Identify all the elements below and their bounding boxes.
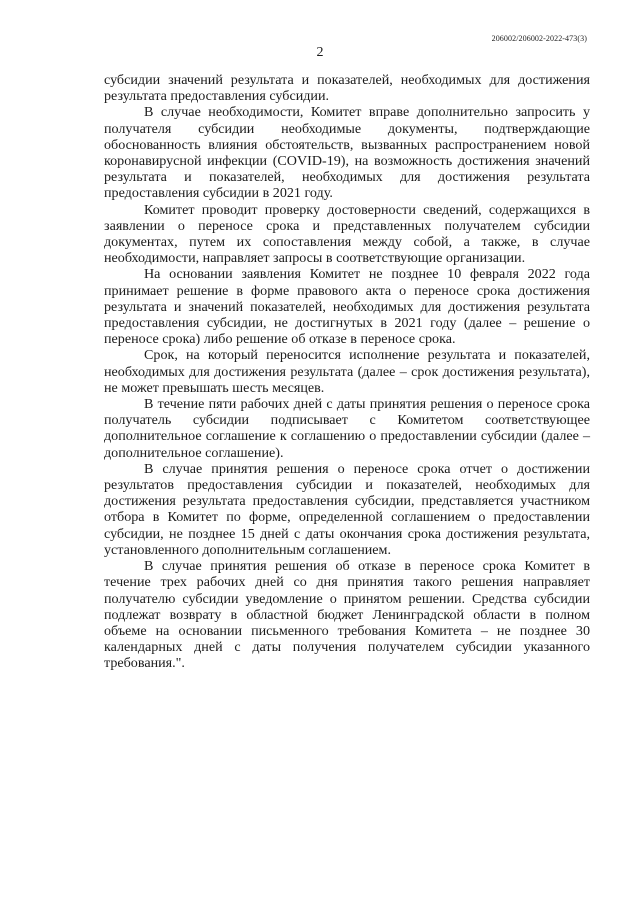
paragraph-report: В случае принятия решения о переносе срока отчет о достижении результатов предоставления субсидии и показателей, необходимых для достижения результата предоставления субсидии, представляется участником отбора в Комитет по форме, определенной соглашением о предоставлении субсидии, не позднее 15 дней с даты окончания срока достижения результата, установленного дополнительным соглашением. — [104, 460, 590, 558]
paragraph-continuation: субсидии значений результата и показателей, необходимых для достижения результата предоставления субсидии. — [104, 72, 590, 105]
paragraph-term-limit: Срок, на который переносится исполнение результата и показателей, необходимых для достижения результата (далее – срок достижения результата), не может превышать шесть месяцев. — [104, 347, 590, 396]
document-id: 206002/206002-2022-473(3) — [491, 34, 587, 43]
paragraph-additional-agreement: В течение пяти рабочих дней с даты принятия решения о переносе срока получатель субсидии подписывает с Комитетом соответствующее дополнительное соглашение к соглашению о предоставлении субсидии (далее – дополнительное соглашение). — [104, 396, 590, 461]
paragraph-decision: На основании заявления Комитет не позднее 10 февраля 2022 года принимает решение в форме правового акта о переносе срока достижения результата и значений показателей, необходимых для достижения результата предоставления субсидии, не достигнутых в 2021 году (далее – решение о переносе срока) либо решение об отказе в переносе срока. — [104, 266, 590, 348]
page-number: 2 — [316, 45, 324, 60]
document-body — [104, 72, 590, 672]
paragraph-document-request: В случае необходимости, Комитет вправе дополнительно запросить у получателя субсидии необходимые документы, подтверждающие обоснованность влияния обстоятельств, вызванных распространением новой коронавирусной инфекции (COVID-19), на возможность достижения значений результата и показателей, необходимых для достижения результата предоставления субсидии в 2021 году. — [104, 104, 590, 202]
paragraph-refusal: В случае принятия решения об отказе в переносе срока Комитет в течение трех рабочих дней со дня принятия такого решения направляет получателю субсидии уведомление о принятом решении. Средства субсидии подлежат возврату в областной бюджет Ленинградской области в полном объеме на основании письменного требования Комитета – не позднее 30 календарных дней с даты получения получателем субсидии указанного требования.". — [104, 558, 590, 672]
paragraph-verification: Комитет проводит проверку достоверности сведений, содержащихся в заявлении о переносе срока и представленных получателем субсидии документах, путем их сопоставления между собой, а также, в случае необходимости, направляет запросы в соответствующие организации. — [104, 201, 590, 267]
